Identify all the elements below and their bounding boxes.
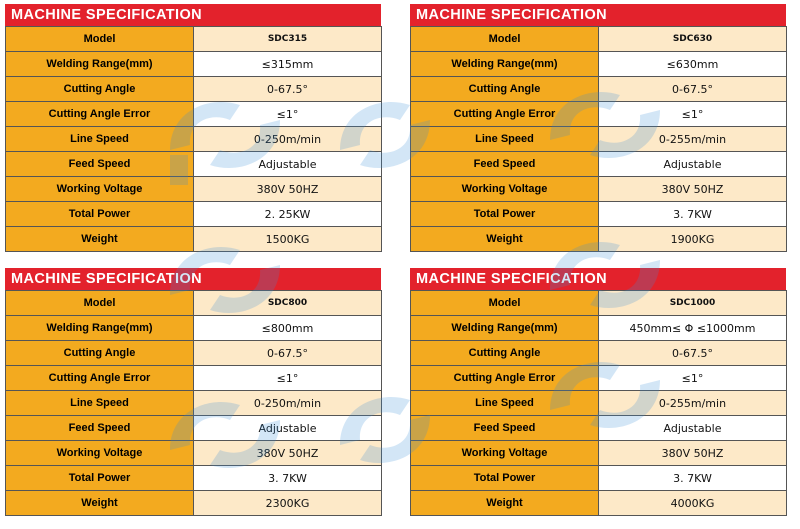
spec-label: Weight [411,491,599,516]
table-row [411,316,787,341]
table-row [6,441,382,466]
spec-value: 0-250m/min [194,127,382,152]
spec-label: Feed Speed [411,416,599,441]
spec-label: Weight [6,491,194,516]
spec-table [410,26,787,252]
spec-value: Adjustable [599,416,787,441]
table-row [411,366,787,391]
table-row [6,202,382,227]
spec-label: Cutting Angle Error [411,102,599,127]
table-row [6,416,382,441]
spec-panel-sdc1000 [410,268,786,526]
spec-value: ≤1° [599,366,787,391]
table-row [6,366,382,391]
spec-value: 2. 25KW [194,202,382,227]
table-row [6,466,382,491]
table-row [6,391,382,416]
spec-table [410,290,787,516]
table-row [411,27,787,52]
spec-label: Welding Range(mm) [6,52,194,77]
spec-value: 380V 50HZ [194,441,382,466]
table-row [411,341,787,366]
spec-value: 3. 7KW [599,466,787,491]
table-row [6,77,382,102]
table-row [411,152,787,177]
spec-value: 1500KG [194,227,382,252]
table-row [6,177,382,202]
spec-value: 380V 50HZ [599,177,787,202]
spec-label: Line Speed [6,127,194,152]
spec-label: Welding Range(mm) [6,316,194,341]
table-row [6,316,382,341]
table-row [411,441,787,466]
table-row [411,102,787,127]
spec-label: Cutting Angle Error [6,102,194,127]
table-row [411,491,787,516]
spec-label: Working Voltage [411,441,599,466]
spec-label: Working Voltage [6,441,194,466]
spec-label: Working Voltage [6,177,194,202]
spec-value: 2300KG [194,491,382,516]
spec-label: Cutting Angle [6,77,194,102]
spec-table [5,26,382,252]
spec-label: Feed Speed [6,416,194,441]
spec-value: ≤1° [194,102,382,127]
spec-value: ≤1° [599,102,787,127]
spec-panel-sdc630 [410,4,786,262]
spec-label: Total Power [411,466,599,491]
spec-value: 4000KG [599,491,787,516]
spec-value: 0-250m/min [194,391,382,416]
table-row [411,291,787,316]
spec-label: Total Power [411,202,599,227]
panel-title: MACHINE SPECIFICATION [5,4,381,26]
table-row [6,491,382,516]
spec-value: ≤315mm [194,52,382,77]
spec-label: Model [411,291,599,316]
spec-value: 0-255m/min [599,391,787,416]
spec-panel-sdc800 [5,268,381,526]
table-row [411,416,787,441]
spec-label: Cutting Angle [411,341,599,366]
spec-label: Model [411,27,599,52]
model-value: SDC315 [194,27,382,52]
spec-value: 0-255m/min [599,127,787,152]
panel-title: MACHINE SPECIFICATION [410,4,786,26]
spec-value: ≤630mm [599,52,787,77]
panel-title: MACHINE SPECIFICATION [5,268,381,290]
spec-value: 0-67.5° [599,77,787,102]
spec-value: 0-67.5° [599,341,787,366]
spec-value: 3. 7KW [194,466,382,491]
spec-label: Cutting Angle [411,77,599,102]
spec-label: Welding Range(mm) [411,316,599,341]
spec-value: Adjustable [599,152,787,177]
table-row [6,52,382,77]
spec-label: Cutting Angle [6,341,194,366]
spec-label: Cutting Angle Error [6,366,194,391]
panel-title: MACHINE SPECIFICATION [410,268,786,290]
spec-value: 380V 50HZ [599,441,787,466]
table-row [411,77,787,102]
spec-value: Adjustable [194,416,382,441]
spec-value: 450mm≤ Φ ≤1000mm [599,316,787,341]
spec-label: Cutting Angle Error [411,366,599,391]
table-row [6,152,382,177]
spec-label: Total Power [6,466,194,491]
table-row [6,127,382,152]
spec-label: Weight [411,227,599,252]
spec-value: Adjustable [194,152,382,177]
spec-value: 380V 50HZ [194,177,382,202]
model-value: SDC800 [194,291,382,316]
spec-table [5,290,382,516]
spec-label: Weight [6,227,194,252]
spec-value: ≤800mm [194,316,382,341]
table-row [6,291,382,316]
table-row [411,52,787,77]
table-row [6,227,382,252]
table-row [411,177,787,202]
spec-label: Total Power [6,202,194,227]
spec-value: 0-67.5° [194,341,382,366]
spec-label: Model [6,291,194,316]
spec-label: Line Speed [411,127,599,152]
spec-label: Line Speed [6,391,194,416]
table-row [6,27,382,52]
table-row [6,102,382,127]
table-row [411,227,787,252]
model-value: SDC630 [599,27,787,52]
spec-label: Feed Speed [411,152,599,177]
spec-label: Model [6,27,194,52]
spec-value: 3. 7KW [599,202,787,227]
spec-label: Feed Speed [6,152,194,177]
spec-value: 1900KG [599,227,787,252]
spec-label: Welding Range(mm) [411,52,599,77]
table-row [6,341,382,366]
model-value: SDC1000 [599,291,787,316]
spec-value: ≤1° [194,366,382,391]
table-row [411,127,787,152]
table-row [411,466,787,491]
spec-panel-sdc315 [5,4,381,262]
table-row [411,202,787,227]
spec-label: Working Voltage [411,177,599,202]
spec-value: 0-67.5° [194,77,382,102]
table-row [411,391,787,416]
spec-label: Line Speed [411,391,599,416]
